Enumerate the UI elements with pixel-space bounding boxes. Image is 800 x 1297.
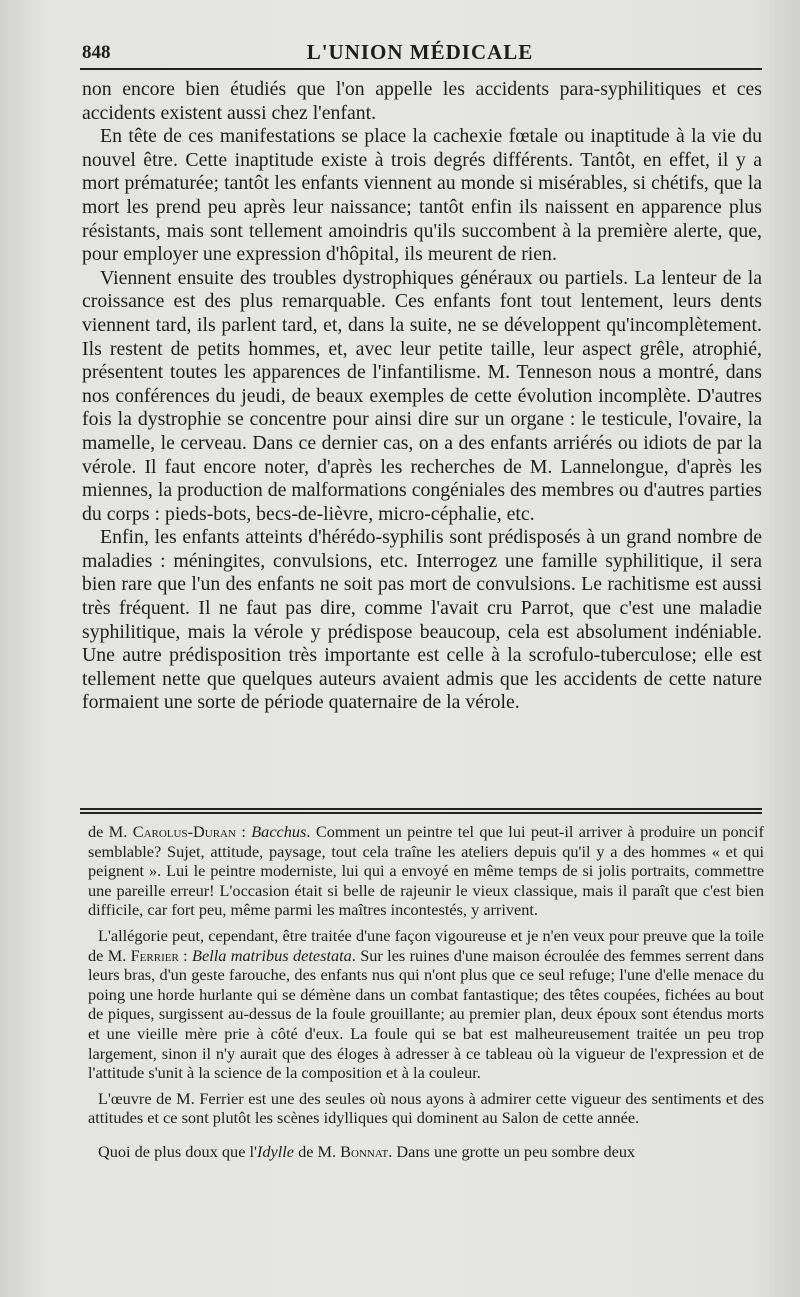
painter-name: Carolus-Duran	[132, 822, 236, 841]
feuilleton-separator	[80, 808, 762, 814]
running-title: L'UNION MÉDICALE	[306, 40, 534, 64]
feuilleton-paragraph: L'allégorie peut, cependant, être traitée d'une façon vigoureuse et je n'en veux pour preuve que la toile de M. Ferrier : Bella matribus detestata. Sur les ruines d'une maison écroulée des femmes serrent dans leurs bras, d'un geste farouche, des enfants nus qui n'ont plus que ce seul refuge; l'une d'elle menace du poing une horde hurlante qui se démène dans un combat fantastique; des têtes coupées, fichées au bout de piques, surgissent au-dessus de la foule grouillante; au premier plan, deux époux sont étendus morts et une vieille mère prie à côté d'eux. La foule qui se bat est malheureusement traitée un peu trop largement, sinon il n'y aurait que des éloges à adresser à ce tableau où la vigueur de l'expression et de l'attitude s'unit à la science de la composition et à la couleur.	[88, 925, 764, 1083]
feuilleton-column	[88, 822, 764, 1168]
painting-title: Bella matribus detestata	[192, 945, 352, 965]
article-paragraph: non encore bien étudiés que l'on appelle les accidents para-syphilitiques et ces accidents existent aussi chez l'enfant.	[82, 78, 762, 124]
painter-name: Ferrier	[130, 945, 179, 965]
header-rule	[80, 68, 762, 70]
painting-title: Idylle	[256, 1141, 295, 1161]
article-paragraph: Viennent ensuite des troubles dystrophiques généraux ou partiels. La lenteur de la croissance est des plus remarquable. Ces enfants font tout lentement, leurs dents viennent tard, ils parlent tard, et, dans la suite, ne se développent qu'incomplètement. Ils restent de petits hommes, et, avec leur petite taille, leur aspect grêle, atrophié, présentent toutes les apparences de l'infantilisme. M. Tenneson nous a montré, dans nos conférences du jeudi, de beaux exemples de cette évolution incomplète. D'autres fois la dystrophie se concentre pour ainsi dire sur un organe : le testicule, l'ovaire, la mamelle, le cerveau. Dans ce dernier cas, on a des enfants arriérés ou idiots de par la vérole. Il faut encore noter, d'après les recherches de M. Lannelongue, d'après les miennes, la production de malformations congéniales des membres ou d'autres parties du corps : pieds-bots, becs-de-lièvre, micro-céphalie, etc.	[82, 266, 762, 525]
page-header	[80, 38, 760, 64]
painter-name: Bonnat	[340, 1141, 389, 1161]
feuilleton-paragraph: de M. Carolus-Duran : Bacchus. Comment un peintre tel que lui peut-il arriver à produire un poncif semblable? Sujet, attitude, paysage, tout cela traîne les ateliers depuis qu'il y a des hommes « et qui peignent ». Lui le peintre moderniste, lui qui a envoyé en même temps de si jolis portraits, commettre une pareille erreur! L'occasion était si belle de rajeunir le vieux classique, mais il paraît que c'est bien difficile, car fort peu, même parmi les maîtres incontestés, y arrivent.	[88, 822, 764, 920]
painting-title: Bacchus	[251, 822, 307, 841]
main-article	[82, 78, 762, 715]
article-paragraph: En tête de ces manifestations se place la cachexie fœtale ou inaptitude à la vie du nouvel être. Cette inaptitude existe à trois degrés différents. Tantôt, en effet, il y a mort prématurée; tantôt les enfants viennent au monde si misérables, si chétifs, que la mort les prend peu après leur naissance; tantôt enfin ils naissent en apparence plus résistants, mais sont tellement amoindris qu'ils succombent à la première alerte, que, pour employer une expression d'hôpital, ils meurent de rien.	[82, 125, 762, 266]
feuilleton-paragraph: Quoi de plus doux que l'Idylle de M. Bonnat. Dans une grotte un peu sombre deux	[98, 1141, 636, 1161]
page-number: 848	[82, 42, 111, 63]
article-paragraph: Enfin, les enfants atteints d'hérédo-syphilis sont prédisposés à un grand nombre de maladies : méningites, convulsions, etc. Interrogez une famille syphilitique, il sera bien rare que l'un des enfants ne soit pas mort de convulsions. Le rachitisme est aussi très fréquent. Il ne faut pas dire, comme l'avait cru Parrot, que c'est une maladie syphilitique, mais la vérole y prédispose beaucoup, cela est absolument indéniable. Une autre prédisposition très importante est celle à la scrofulo-tuberculose; elle est tellement nette que quelques auteurs avaient admis que les accidents de cette nature formaient une sorte de période quaternaire de la vérole.	[82, 526, 762, 714]
feuilleton-paragraph: L'œuvre de M. Ferrier est une des seules où nous ayons à admirer cette vigueur des sentiments et des attitudes et ce sont plutôt les scènes idylliques qui dominent au Salon de cette année.	[88, 1088, 764, 1128]
